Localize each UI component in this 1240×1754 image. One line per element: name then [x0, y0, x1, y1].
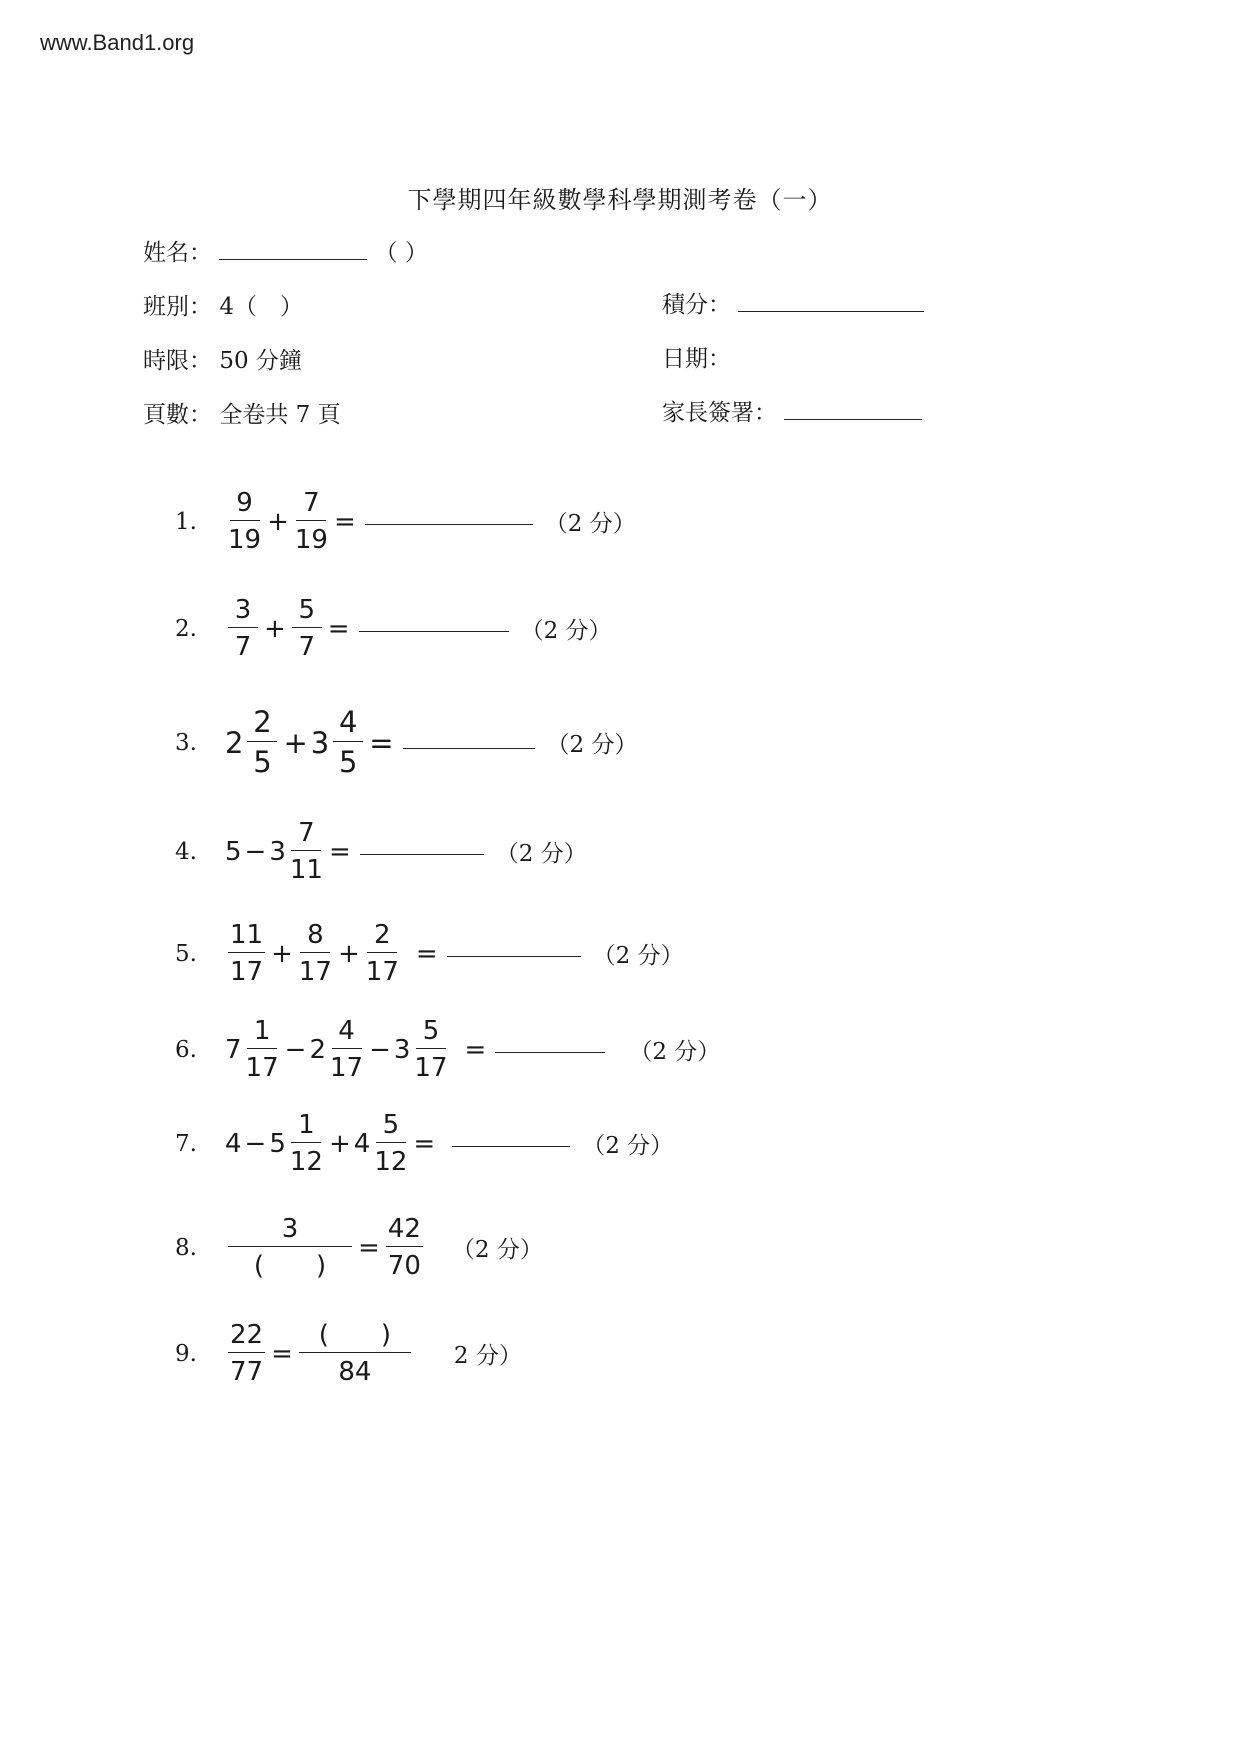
answer-line[interactable] — [403, 724, 535, 749]
name-line — [219, 239, 367, 260]
fraction — [228, 1216, 352, 1279]
operator: − — [244, 836, 267, 867]
answer-line[interactable] — [495, 1028, 605, 1053]
points: （2 分） — [544, 511, 636, 537]
fraction — [228, 922, 265, 985]
whole-number: 2 — [309, 1034, 326, 1065]
class-field — [143, 288, 303, 321]
time-field — [143, 342, 302, 375]
denominator: 77 — [230, 1357, 264, 1387]
time-value: 50 分鐘 — [219, 348, 302, 374]
denominator: 5 — [253, 745, 272, 779]
question-number: 2. — [175, 615, 197, 642]
whole-number: 5 — [225, 836, 242, 867]
question-4 — [175, 820, 587, 883]
numerator: 1 — [291, 1112, 321, 1143]
numerator: 4 — [333, 708, 363, 742]
question-9 — [175, 1322, 522, 1385]
score-line — [738, 291, 924, 312]
denominator: 17 — [245, 1053, 279, 1083]
fraction — [374, 1112, 407, 1175]
operator: = — [327, 613, 350, 644]
question-number: 7. — [175, 1130, 197, 1157]
operator: + — [264, 613, 286, 644]
answer-line[interactable] — [359, 607, 509, 632]
fraction — [228, 597, 258, 660]
question-8 — [175, 1216, 543, 1279]
class-label: 班別： — [143, 294, 212, 320]
numerator: 5 — [416, 1018, 446, 1049]
denominator: 17 — [414, 1053, 448, 1083]
operator: = — [358, 1232, 380, 1263]
operator: + — [283, 725, 308, 760]
question-1 — [175, 490, 636, 553]
numerator-blank[interactable]: ( ) — [299, 1322, 411, 1353]
operator: − — [244, 1128, 267, 1159]
whole-number: 7 — [225, 1034, 242, 1065]
signature-label: 家長簽署： — [662, 400, 777, 426]
operator: + — [337, 938, 360, 969]
points: （2 分） — [546, 732, 638, 758]
operator: − — [369, 1034, 391, 1065]
denominator: 17 — [298, 957, 332, 987]
answer-line[interactable] — [360, 830, 484, 855]
fraction — [290, 1112, 323, 1175]
whole-number: 5 — [269, 1128, 286, 1159]
question-3 — [175, 705, 638, 779]
points: （2 分） — [451, 1237, 543, 1263]
denominator: 19 — [228, 525, 262, 555]
question-number: 6. — [175, 1036, 197, 1063]
operator: + — [267, 506, 289, 537]
operator: = — [464, 1034, 487, 1065]
numerator: 7 — [296, 490, 326, 521]
time-label: 時限： — [143, 348, 212, 374]
numerator: 7 — [291, 820, 321, 851]
class-value: 4（ ） — [219, 294, 303, 320]
pages-value: 全卷共 7 頁 — [219, 402, 341, 428]
fraction — [228, 1322, 265, 1385]
denominator: 12 — [374, 1147, 408, 1177]
denominator: 17 — [230, 957, 264, 987]
fraction — [295, 490, 328, 553]
pages-label: 頁數： — [143, 402, 212, 428]
question-number: 5. — [175, 940, 197, 967]
question-5 — [175, 922, 684, 985]
operator: = — [333, 506, 356, 537]
site-watermark: www.Band1.org — [40, 30, 195, 55]
fraction — [414, 1018, 447, 1081]
numerator: 5 — [292, 597, 322, 628]
operator: = — [271, 1338, 293, 1369]
numerator: 22 — [228, 1322, 265, 1353]
numerator: 42 — [386, 1216, 423, 1247]
fraction — [330, 1018, 363, 1081]
numerator: 3 — [228, 1216, 352, 1247]
question-number: 4. — [175, 838, 197, 865]
denominator: 70 — [387, 1251, 421, 1281]
name-field — [143, 234, 428, 267]
fraction — [386, 1216, 423, 1279]
question-number: 3. — [175, 729, 197, 756]
question-number: 9. — [175, 1340, 197, 1367]
points: （2 分） — [495, 841, 587, 867]
answer-line[interactable] — [447, 932, 581, 957]
fraction — [366, 922, 399, 985]
denominator: 17 — [329, 1053, 364, 1083]
answer-line[interactable] — [452, 1122, 570, 1147]
numerator: 9 — [230, 490, 260, 521]
points: 2 分） — [453, 1343, 522, 1369]
denominator: 17 — [365, 957, 399, 987]
numerator: 4 — [332, 1018, 362, 1049]
fraction — [299, 922, 332, 985]
fraction — [299, 1322, 411, 1385]
fraction — [292, 597, 322, 660]
whole-number: 3 — [310, 725, 330, 760]
operator: = — [369, 725, 394, 760]
denominator: 11 — [289, 855, 323, 885]
whole-number: 3 — [393, 1034, 411, 1065]
fraction — [333, 705, 363, 779]
denominator: 84 — [338, 1357, 372, 1387]
denominator-blank[interactable]: ( ) — [253, 1251, 327, 1281]
score-label: 積分： — [662, 292, 731, 318]
name-label: 姓名： — [143, 240, 212, 266]
denominator: 7 — [234, 632, 252, 662]
operator: = — [415, 938, 438, 969]
fraction — [290, 820, 323, 883]
numerator: 2 — [367, 922, 397, 953]
points: （2 分） — [582, 1133, 674, 1159]
numerator: 8 — [300, 922, 330, 953]
numerator: 5 — [376, 1112, 406, 1143]
denominator: 12 — [289, 1147, 323, 1177]
whole-number: 4 — [225, 1128, 242, 1159]
operator: = — [328, 836, 351, 867]
exam-title: 下學期四年級數學科學期測考卷（一） — [407, 186, 833, 214]
signature-field — [662, 394, 922, 427]
question-2 — [175, 597, 612, 660]
question-number: 1. — [175, 508, 197, 535]
whole-number: 4 — [353, 1128, 371, 1159]
operator: + — [328, 1128, 351, 1159]
question-number: 8. — [175, 1234, 197, 1261]
question-7 — [175, 1112, 673, 1175]
numerator: 1 — [247, 1018, 277, 1049]
answer-line[interactable] — [365, 500, 533, 525]
numerator: 2 — [247, 708, 277, 742]
signature-line — [784, 399, 922, 420]
numerator: 3 — [228, 597, 258, 628]
name-paren: （ ） — [374, 240, 428, 266]
whole-number: 2 — [225, 725, 244, 760]
operator: + — [271, 938, 293, 969]
pages-field — [143, 396, 341, 429]
points: （2 分） — [592, 943, 684, 969]
fraction — [246, 1018, 279, 1081]
denominator: 7 — [298, 632, 316, 662]
date-field — [662, 340, 731, 373]
numerator: 11 — [228, 922, 265, 953]
denominator: 5 — [338, 745, 358, 779]
question-6 — [175, 1018, 720, 1081]
whole-number: 3 — [269, 836, 286, 867]
date-label: 日期： — [662, 346, 731, 372]
operator: = — [413, 1128, 436, 1159]
fraction — [228, 490, 261, 553]
score-field — [662, 286, 924, 319]
points: （2 分） — [520, 618, 612, 644]
operator: − — [284, 1034, 307, 1065]
denominator: 19 — [294, 525, 328, 555]
points: （2 分） — [629, 1039, 721, 1065]
fraction — [247, 705, 277, 779]
